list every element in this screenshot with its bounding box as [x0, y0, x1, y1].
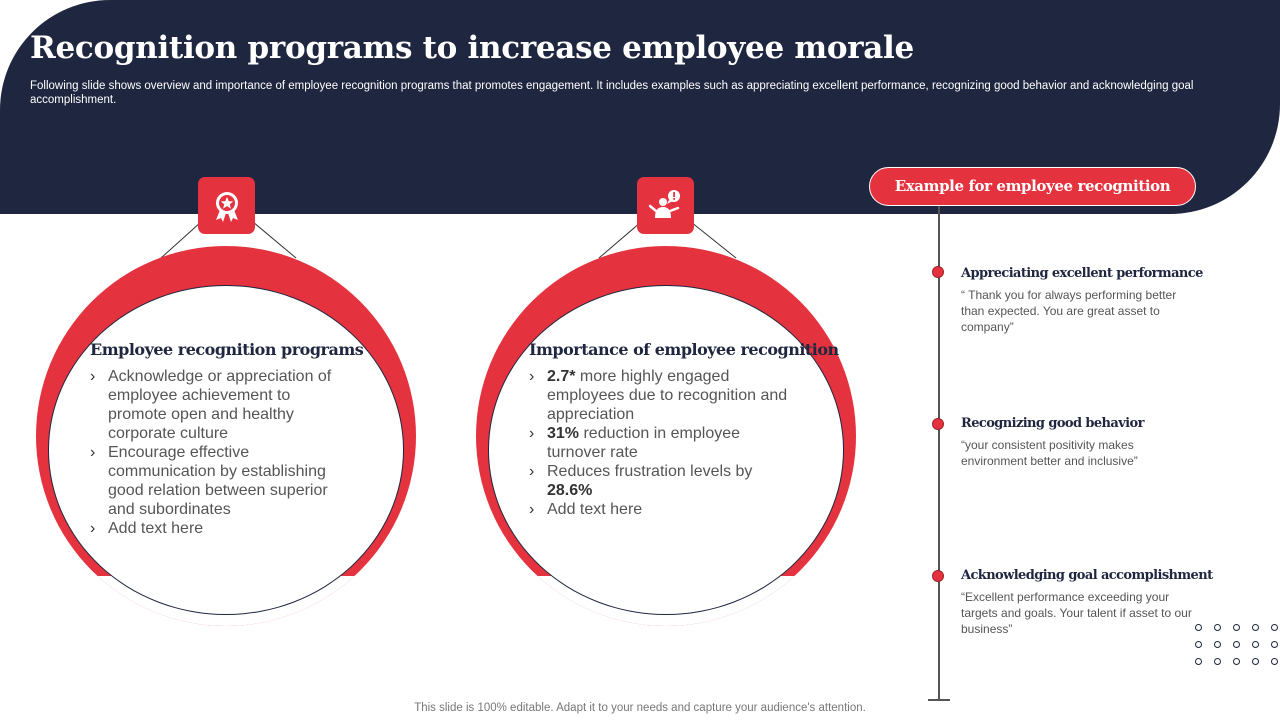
chevron-right-icon: › [529, 368, 535, 385]
example-heading-pill: Example for employee recognition [869, 167, 1196, 206]
chevron-right-icon: › [529, 501, 535, 518]
timeline-item-quote: “ Thank you for always performing better than expected. You are great asset to company” [961, 288, 1177, 334]
list-item: › Add text here [529, 501, 643, 518]
timeline-item-quote: “your consistent positivity makes environment better and inclusive” [961, 438, 1138, 468]
chevron-right-icon: › [90, 520, 96, 537]
timeline-line [938, 206, 940, 700]
list-item: › Add text here [90, 520, 204, 537]
chevron-right-icon: › [529, 463, 535, 480]
decorative-dot-grid [1195, 624, 1280, 670]
timeline-dot [932, 418, 944, 430]
left-bullet-list [90, 367, 340, 538]
person-alert-icon [637, 177, 694, 234]
slide-subtitle: Following slide shows overview and importance of employee recognition programs that promotes engagement. It includes examples such as appreciating excellent performance, recognizing good behavior and acknowledging goal accomplishment. [30, 80, 1194, 106]
timeline-cap [928, 699, 950, 701]
chevron-right-icon: › [90, 368, 96, 385]
slide-title: Recognition programs to increase employee morale [30, 30, 914, 66]
chevron-right-icon: › [529, 425, 535, 442]
list-item: › Encourage effective communication by establishing good relation between superior and subordinates [90, 444, 328, 518]
timeline-item-quote: “Excellent performance exceeding your targets and goals. Your talent if asset to our business” [961, 590, 1192, 636]
timeline-dot [932, 266, 944, 278]
list-item: › Acknowledge or appreciation of employee achievement to promote open and healthy corporate culture [90, 368, 332, 442]
list-item: › 31% reduction in employee turnover rate [529, 425, 741, 461]
chevron-right-icon: › [90, 444, 96, 461]
award-ribbon-icon [198, 177, 255, 234]
list-item: › Reduces frustration levels by 28.6% [529, 463, 753, 499]
left-circle-heading: Employee recognition programs [90, 340, 364, 359]
right-circle-heading: Importance of employee recognition [529, 340, 839, 359]
list-item: › 2.7* more highly engaged employees due to recognition and appreciation [529, 368, 788, 423]
timeline-item-title: Appreciating excellent performance [961, 266, 1203, 281]
right-bullet-list [529, 367, 799, 519]
footer-note: This slide is 100% editable. Adapt it to your needs and capture your audience's attention. [414, 702, 866, 714]
timeline-item-title: Recognizing good behavior [961, 416, 1144, 431]
timeline-dot [932, 570, 944, 582]
timeline-item-title: Acknowledging goal accomplishment [961, 568, 1213, 583]
